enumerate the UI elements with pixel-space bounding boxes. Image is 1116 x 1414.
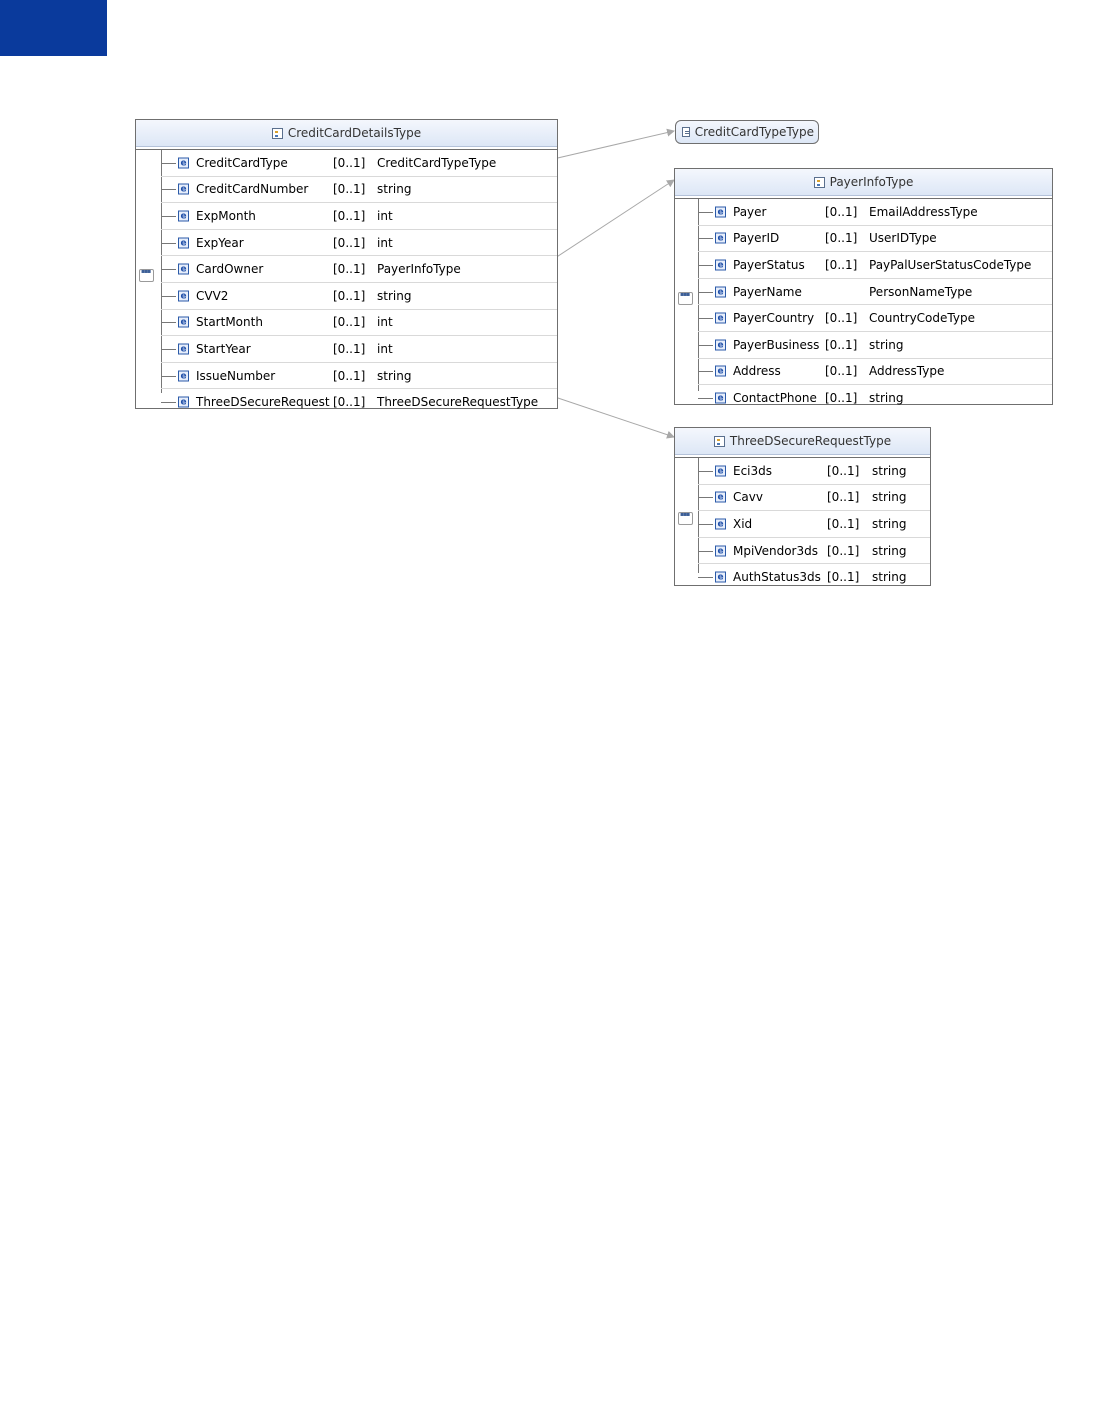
element-type: ThreeDSecureRequestType xyxy=(377,395,539,410)
element-icon: e xyxy=(715,572,726,583)
tree-branch xyxy=(698,577,713,578)
connector-card-owner xyxy=(549,180,674,262)
element-type: PayerInfoType xyxy=(377,262,461,277)
element-type: string xyxy=(872,490,907,505)
element-icon: e xyxy=(715,233,726,244)
tree-branch xyxy=(698,238,713,239)
element-icon: e xyxy=(715,339,726,350)
element-multiplicity: [0..1] xyxy=(825,311,858,326)
element-type: string xyxy=(869,337,904,352)
element-rows xyxy=(675,458,930,590)
element-row xyxy=(698,199,1052,226)
box-header xyxy=(675,169,1052,196)
element-row xyxy=(161,230,557,257)
element-type: int xyxy=(377,315,393,330)
element-name: CVV2 xyxy=(196,288,229,303)
element-row xyxy=(698,458,930,485)
element-icon: e xyxy=(715,545,726,556)
element-type: int xyxy=(377,208,393,223)
element-multiplicity: [0..1] xyxy=(825,231,858,246)
tree-branch xyxy=(698,551,713,552)
payer-info-box xyxy=(674,168,1053,405)
element-icon: e xyxy=(178,317,189,328)
tree-branch xyxy=(161,189,176,190)
element-row xyxy=(161,389,557,415)
three-d-secure-box xyxy=(674,427,931,586)
element-type: string xyxy=(377,288,412,303)
element-icon: e xyxy=(715,465,726,476)
tree-branch xyxy=(161,216,176,217)
element-row xyxy=(698,538,930,565)
element-row xyxy=(161,363,557,390)
box-title: CreditCardDetailsType xyxy=(287,126,422,140)
element-row xyxy=(161,256,557,283)
element-row xyxy=(698,226,1052,253)
element-multiplicity: [0..1] xyxy=(825,257,858,272)
element-icon: e xyxy=(178,290,189,301)
element-multiplicity: [0..1] xyxy=(333,341,366,356)
tree-branch xyxy=(698,371,713,372)
element-name: ExpMonth xyxy=(196,208,256,223)
element-icon: e xyxy=(715,313,726,324)
element-multiplicity: [0..1] xyxy=(827,516,860,531)
element-multiplicity: [0..1] xyxy=(333,395,366,410)
box-header xyxy=(675,428,930,455)
element-type: string xyxy=(377,182,412,197)
element-row xyxy=(698,485,930,512)
element-name: Eci3ds xyxy=(733,463,773,478)
element-name: ContactPhone xyxy=(733,390,817,405)
element-icon: e xyxy=(715,206,726,217)
element-rows xyxy=(136,150,557,415)
element-type: PersonNameType xyxy=(869,284,973,299)
element-row xyxy=(698,359,1052,386)
element-icon: e xyxy=(178,210,189,221)
tree-branch xyxy=(698,212,713,213)
connector-credit-card-type xyxy=(549,131,674,160)
element-type: string xyxy=(872,463,907,478)
element-row xyxy=(698,279,1052,306)
tree-branch xyxy=(698,398,713,399)
element-name: ThreeDSecureRequest xyxy=(196,395,330,410)
element-multiplicity: [0..1] xyxy=(333,315,366,330)
element-row xyxy=(698,305,1052,332)
element-type: EmailAddressType xyxy=(869,204,978,219)
element-type: int xyxy=(377,235,393,250)
element-icon: e xyxy=(178,237,189,248)
element-multiplicity: [0..1] xyxy=(333,262,366,277)
element-row xyxy=(698,511,930,538)
element-multiplicity: [0..1] xyxy=(333,155,366,170)
tree-branch xyxy=(698,524,713,525)
element-rows xyxy=(675,199,1052,411)
element-row xyxy=(161,310,557,337)
element-name: Address xyxy=(733,364,781,379)
tree-branch xyxy=(161,402,176,403)
tree-branch xyxy=(698,292,713,293)
tree-branch xyxy=(698,471,713,472)
element-name: StartYear xyxy=(196,341,251,356)
element-name: Xid xyxy=(733,516,753,531)
credit-card-details-box xyxy=(135,119,558,409)
element-row xyxy=(161,203,557,230)
element-icon: e xyxy=(178,370,189,381)
element-type: PayPalUserStatusCodeType xyxy=(869,257,1032,272)
element-multiplicity: [0..1] xyxy=(333,182,366,197)
element-icon: e xyxy=(715,392,726,403)
credit-card-type-type-box xyxy=(675,120,819,144)
element-multiplicity: [0..1] xyxy=(333,288,366,303)
element-icon: e xyxy=(178,184,189,195)
tree-branch xyxy=(161,296,176,297)
element-type: AddressType xyxy=(869,364,945,379)
complex-type-icon xyxy=(714,436,725,447)
element-type: CreditCardTypeType xyxy=(377,155,497,170)
element-type: string xyxy=(377,368,412,383)
simple-type-icon xyxy=(682,127,690,137)
box-title: PayerInfoType xyxy=(829,175,914,189)
element-multiplicity: [0..1] xyxy=(825,390,858,405)
element-multiplicity: [0..1] xyxy=(825,204,858,219)
complex-type-icon xyxy=(272,128,283,139)
tree-branch xyxy=(161,376,176,377)
element-row xyxy=(161,336,557,363)
tree-branch xyxy=(161,163,176,164)
element-name: AuthStatus3ds xyxy=(733,570,821,585)
sequence-compositor-icon xyxy=(678,512,693,525)
element-row xyxy=(698,332,1052,359)
element-type: CountryCodeType xyxy=(869,311,975,326)
element-multiplicity: [0..1] xyxy=(333,368,366,383)
element-multiplicity: [0..1] xyxy=(333,235,366,250)
element-multiplicity: [0..1] xyxy=(827,543,860,558)
element-name: ExpYear xyxy=(196,235,244,250)
element-name: StartMonth xyxy=(196,315,263,330)
element-multiplicity: [0..1] xyxy=(825,364,858,379)
tree-branch xyxy=(698,318,713,319)
box-title: CreditCardTypeType xyxy=(694,125,814,139)
tree-branch xyxy=(698,497,713,498)
element-type: string xyxy=(872,543,907,558)
element-multiplicity: [0..1] xyxy=(825,337,858,352)
element-icon: e xyxy=(178,397,189,408)
sequence-compositor-icon xyxy=(678,292,693,305)
element-name: PayerBusiness xyxy=(733,337,820,352)
element-type: string xyxy=(869,390,904,405)
tree-branch xyxy=(698,345,713,346)
element-row xyxy=(161,150,557,177)
element-row xyxy=(698,564,930,590)
element-name: IssueNumber xyxy=(196,368,276,383)
element-multiplicity: [0..1] xyxy=(333,208,366,223)
element-name: CreditCardNumber xyxy=(196,182,309,197)
element-icon: e xyxy=(715,286,726,297)
element-icon: e xyxy=(178,264,189,275)
tree-branch xyxy=(161,349,176,350)
element-icon: e xyxy=(178,157,189,168)
element-type: int xyxy=(377,341,393,356)
tree-branch xyxy=(161,269,176,270)
complex-type-icon xyxy=(814,177,825,188)
element-row xyxy=(161,177,557,204)
element-name: Cavv xyxy=(733,490,763,505)
element-name: PayerCountry xyxy=(733,311,815,326)
element-name: PayerStatus xyxy=(733,257,805,272)
element-row xyxy=(698,252,1052,279)
connector-three-d-secure xyxy=(549,395,674,437)
element-row xyxy=(161,283,557,310)
tree-branch xyxy=(161,243,176,244)
element-name: PayerID xyxy=(733,231,780,246)
element-type: string xyxy=(872,570,907,585)
element-type: string xyxy=(872,516,907,531)
element-name: CardOwner xyxy=(196,262,264,277)
tree-branch xyxy=(161,322,176,323)
element-multiplicity: [0..1] xyxy=(827,570,860,585)
element-name: Payer xyxy=(733,204,767,219)
element-type: UserIDType xyxy=(869,231,937,246)
element-multiplicity: [0..1] xyxy=(827,490,860,505)
sequence-compositor-icon xyxy=(139,269,154,282)
box-title: ThreeDSecureRequestType xyxy=(729,434,892,448)
element-multiplicity: [0..1] xyxy=(827,463,860,478)
box-header xyxy=(136,120,557,147)
tree-branch xyxy=(698,265,713,266)
element-name: PayerName xyxy=(733,284,802,299)
element-icon: e xyxy=(715,366,726,377)
element-row xyxy=(698,385,1052,411)
element-icon: e xyxy=(178,343,189,354)
element-name: MpiVendor3ds xyxy=(733,543,818,558)
element-name: CreditCardType xyxy=(196,155,288,170)
element-icon: e xyxy=(715,259,726,270)
element-icon: e xyxy=(715,492,726,503)
element-icon: e xyxy=(715,518,726,529)
